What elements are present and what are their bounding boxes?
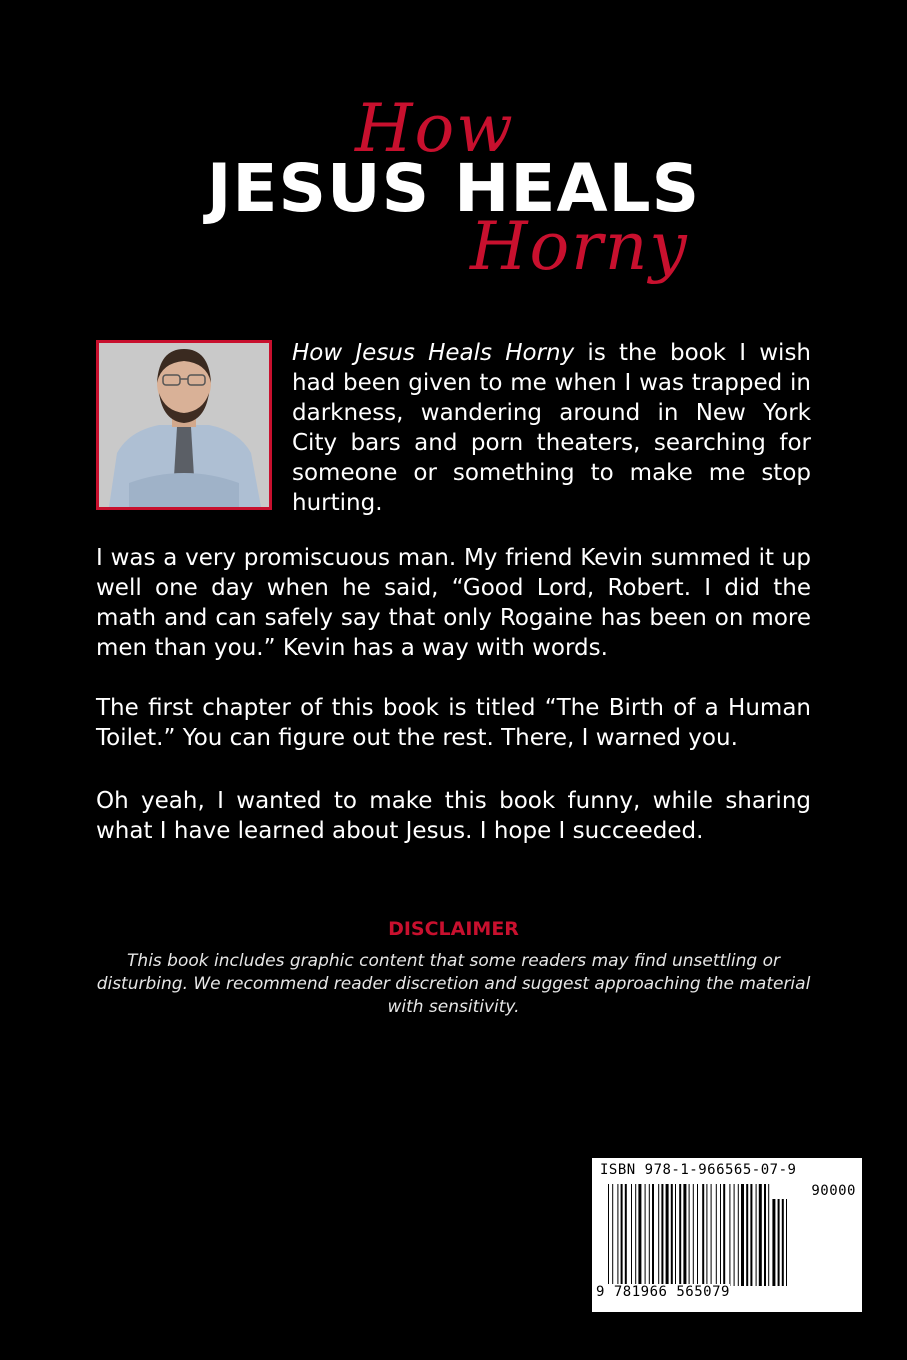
isbn-barcode xyxy=(592,1158,862,1312)
barcode-bar xyxy=(658,1184,659,1286)
cover-title xyxy=(0,90,907,310)
description-paragraph-4: Oh yeah, I wanted to make this book funny, while sharing what I have learned about Jesus. I hope I succeeded. xyxy=(96,788,811,844)
barcode-bar xyxy=(638,1184,641,1286)
barcode-bar xyxy=(768,1184,769,1286)
author-photo xyxy=(96,340,272,510)
price-code: 90000 xyxy=(770,1183,856,1199)
barcode-bar xyxy=(697,1184,698,1286)
barcode-bar xyxy=(631,1184,632,1286)
barcode-bar xyxy=(778,1184,780,1286)
barcode-bar xyxy=(671,1184,673,1286)
barcode-bar xyxy=(738,1184,739,1286)
description-paragraph-1 xyxy=(292,338,811,518)
book-title-italic: How Jesus Heals Horny xyxy=(292,340,575,366)
isbn-label: ISBN 978-1-966565-07-9 xyxy=(600,1162,797,1178)
barcode-bar xyxy=(649,1184,650,1286)
disclaimer-text: This book includes graphic content that some readers may find unsettling or disturbing. We recommend reader discretion and suggest approaching the material with sensitivity. xyxy=(96,951,811,1017)
barcode-bar xyxy=(635,1184,636,1286)
ean-digits: 9 781966 565079 xyxy=(596,1284,730,1300)
barcode-bar xyxy=(689,1184,690,1286)
barcode-bar xyxy=(683,1184,686,1286)
description-paragraph-3: The first chapter of this book is titled “The Birth of a Human Toilet.” You can figure out the rest. There, I warned you. xyxy=(96,695,811,751)
description-paragraph-1-text: is the book I wish had been given to me when I was trapped in darkness, wandering around in New York City bars and porn theaters, searching for someone or something to make me stop hurting. xyxy=(292,340,812,516)
barcode-bar xyxy=(782,1184,784,1286)
title-script-horny: Horny xyxy=(470,208,689,285)
barcode-bars xyxy=(608,1184,848,1286)
barcode-bar xyxy=(652,1184,654,1286)
author-portrait-illustration xyxy=(99,343,269,507)
title-script-how: How xyxy=(355,90,515,167)
barcode-bar xyxy=(706,1184,707,1286)
barcode-bar xyxy=(608,1184,609,1286)
description-paragraph-2: I was a very promiscuous man. My friend Kevin summed it up well one day when he said, “Good Lord, Robert. I did the math and can safely say that only Rogaine has been on more men than you.” Kevin has a way with words. xyxy=(96,545,811,661)
barcode-bar xyxy=(723,1184,725,1286)
barcode-bar xyxy=(675,1184,676,1286)
barcode-bar xyxy=(720,1184,721,1286)
barcode-bar xyxy=(666,1184,669,1286)
barcode-bar xyxy=(750,1184,752,1286)
barcode-bar xyxy=(679,1184,681,1286)
title-main: JESUS HEALS xyxy=(206,150,701,227)
disclaimer-heading: DISCLAIMER xyxy=(388,918,519,940)
barcode-bar xyxy=(772,1184,775,1286)
barcode-bar xyxy=(756,1184,757,1286)
barcode-bar xyxy=(621,1184,623,1286)
barcode-bar xyxy=(711,1184,712,1286)
barcode-bar xyxy=(716,1184,717,1286)
barcode-bar xyxy=(741,1184,744,1286)
barcode-bar xyxy=(661,1184,663,1286)
barcode-bar xyxy=(729,1184,730,1286)
barcode-bar xyxy=(746,1184,748,1286)
barcode-bar xyxy=(612,1184,613,1286)
barcode-bar xyxy=(617,1184,618,1286)
barcode-bar xyxy=(645,1184,646,1286)
barcode-bar xyxy=(702,1184,704,1286)
barcode-bar xyxy=(786,1184,787,1286)
barcode-bar xyxy=(764,1184,766,1286)
barcode-bar xyxy=(759,1184,762,1286)
barcode-bar xyxy=(693,1184,694,1286)
barcode-bar xyxy=(625,1184,627,1286)
barcode-bar xyxy=(734,1184,735,1286)
